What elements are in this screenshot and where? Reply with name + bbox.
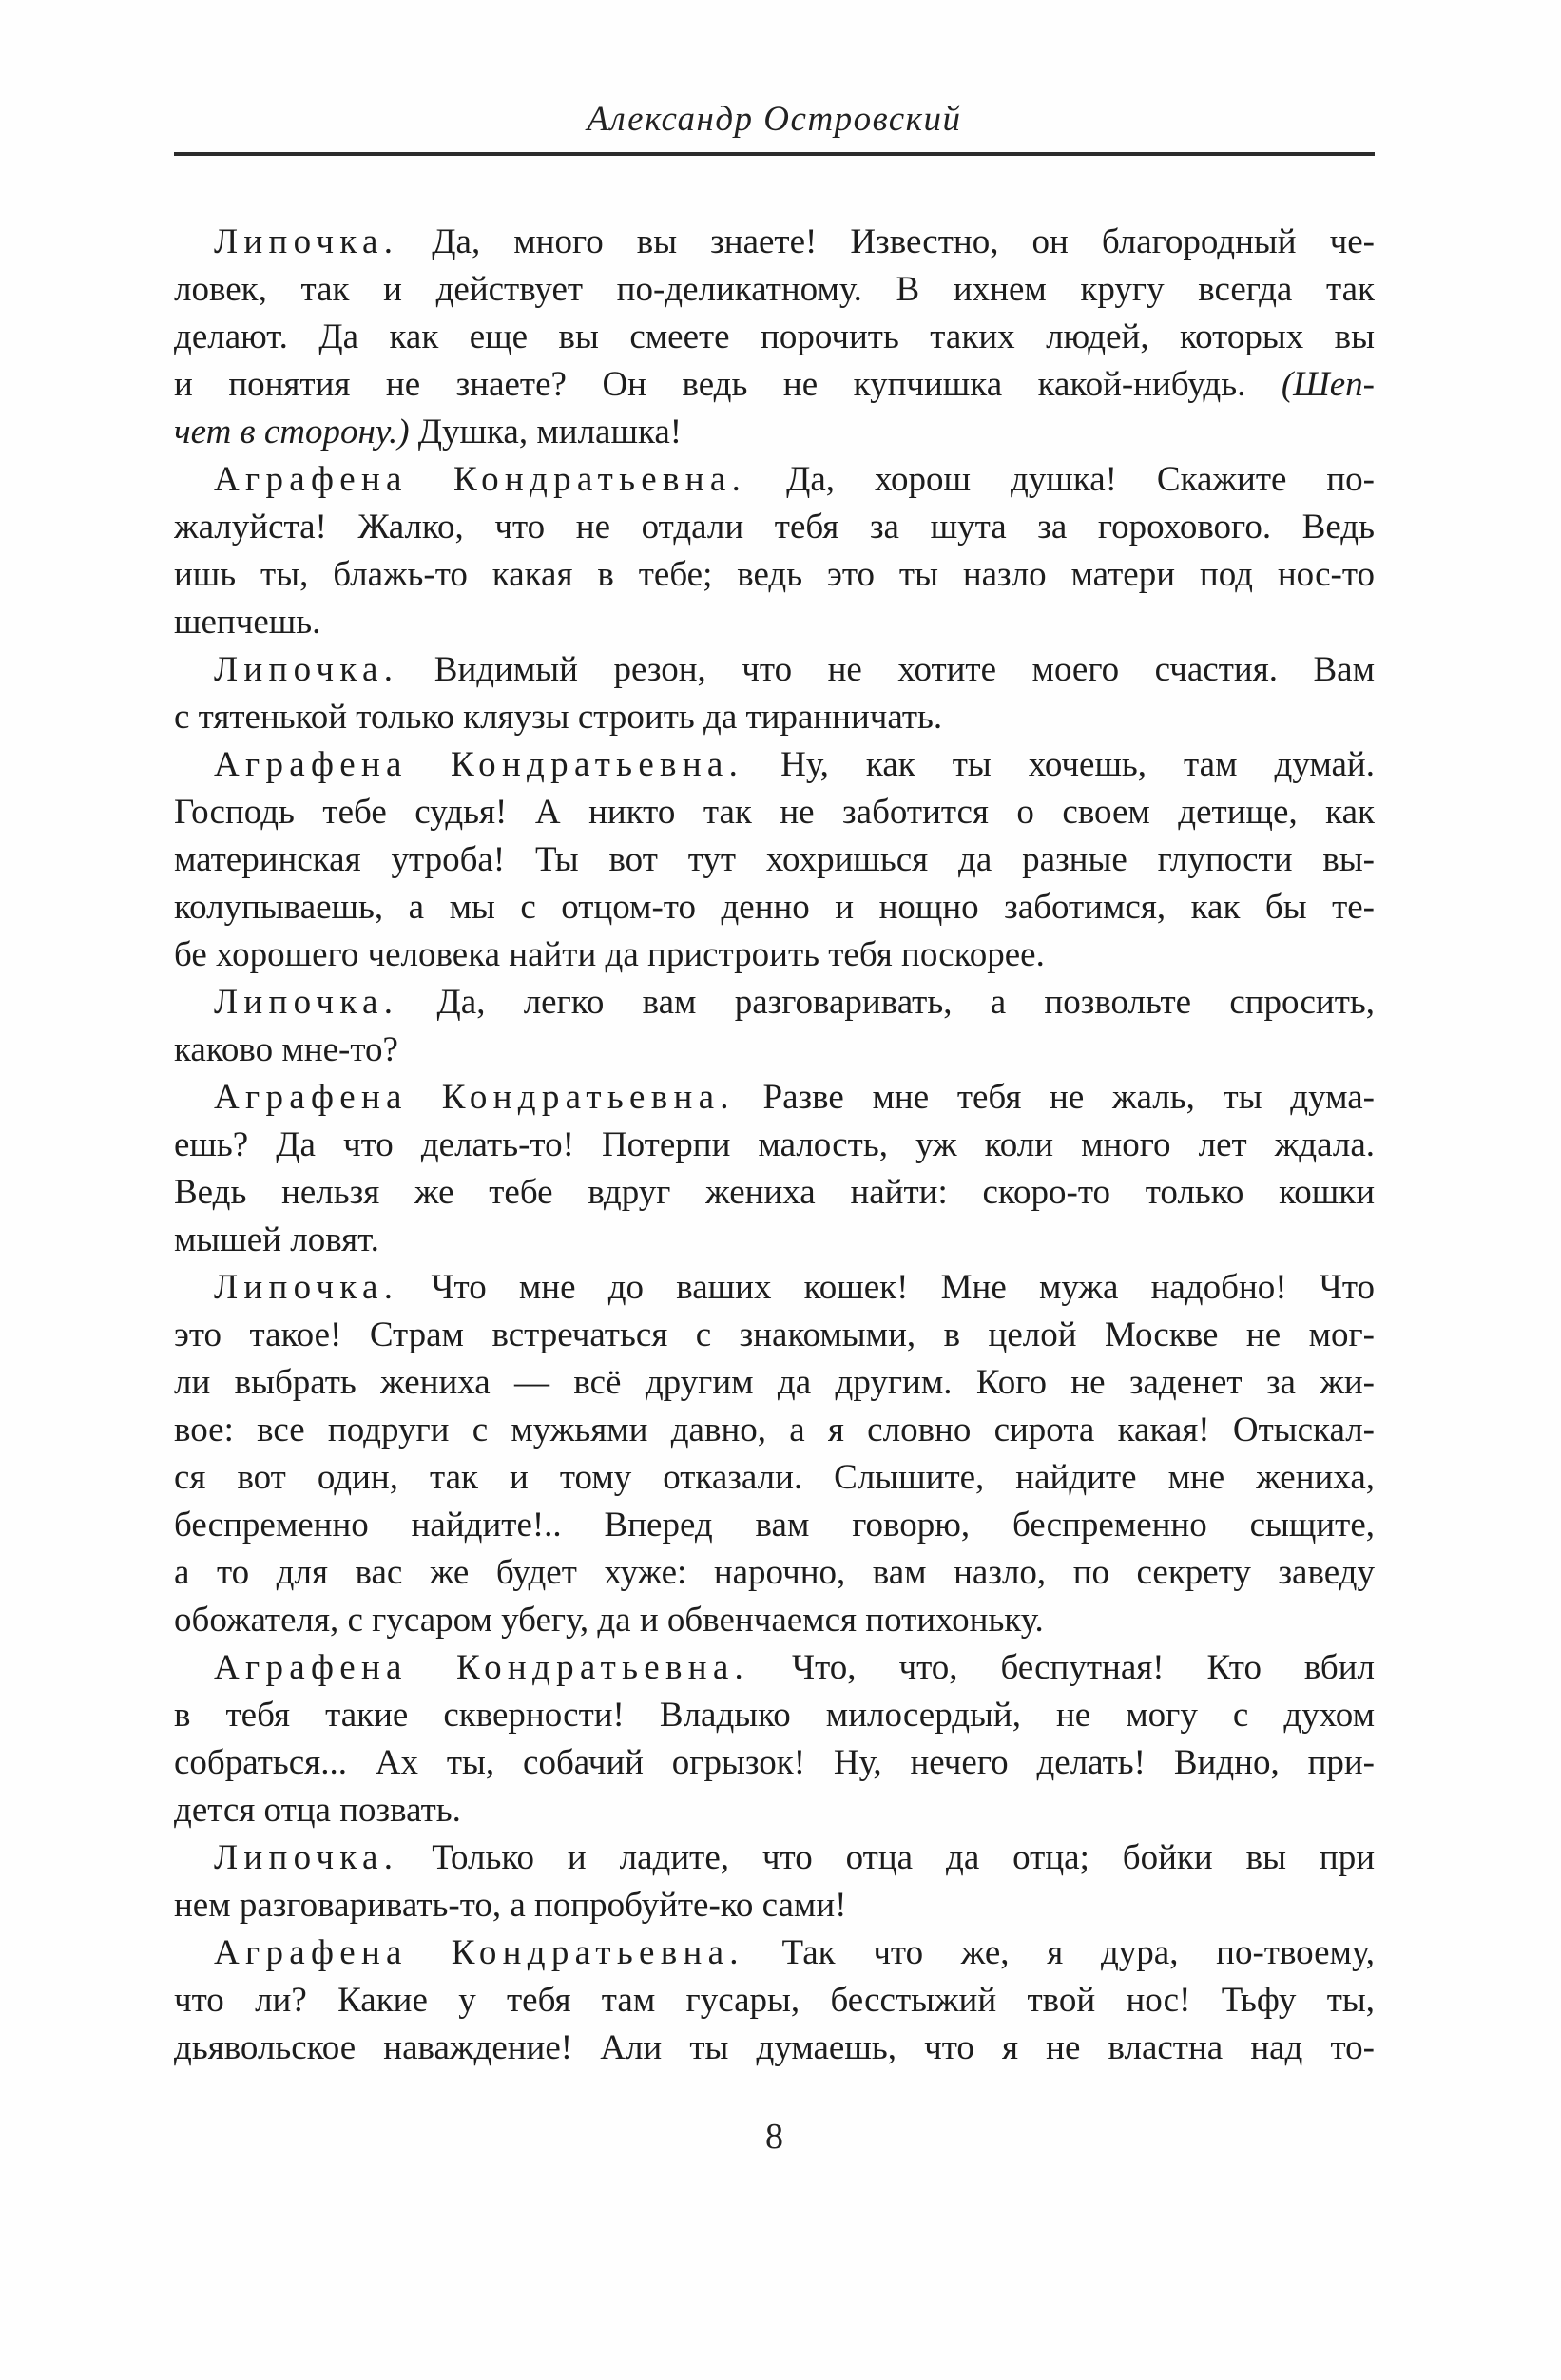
dialogue-text: Разве мне тебя не жаль, ты дума- (734, 1078, 1375, 1117)
paragraph (174, 1074, 1375, 1264)
speaker-name: Липочка. (214, 222, 399, 261)
dialogue-text: Ну, как ты хочешь, там думай. (743, 745, 1375, 784)
page-number: 8 (765, 2117, 783, 2157)
dialogue-text: каково мне-то? (174, 1030, 398, 1069)
dialogue-text: собраться... Ах ты, собачий огрызок! Ну, нечего делать! Видно, при- (174, 1743, 1375, 1782)
dialogue-text: материнская утроба! Ты вот тут хохришься да разные глупости вы- (174, 840, 1375, 879)
text-line (174, 1169, 1375, 1217)
speaker-name: Аграфена Кондратьевна. (214, 1648, 750, 1687)
text-line (174, 741, 1375, 789)
dialogue-text: Что, что, беспутная! Кто вбил (749, 1648, 1375, 1687)
dialogue-text: в тебя такие скверности! Владыко милосердый, не могу с духом (174, 1696, 1375, 1735)
text-line (174, 314, 1375, 361)
text-line (174, 1122, 1375, 1169)
text-line (174, 646, 1375, 694)
dialogue-text: ишь ты, блажь-то какая в тебе; ведь это ты назло матери под нос-то (174, 555, 1375, 594)
paragraph (174, 1644, 1375, 1834)
text-line (174, 1359, 1375, 1407)
text-line (174, 219, 1375, 266)
dialogue-text: Что мне до ваших кошек! Мне мужа надобно! Что (398, 1268, 1375, 1307)
text-line (174, 1312, 1375, 1359)
dialogue-text: и понятия не знаете? Он ведь не купчишка какой-нибудь. (174, 365, 1282, 404)
dialogue-text: жалуйста! Жалко, что не отдали тебя за шута за горохового. Ведь (174, 508, 1375, 547)
paragraph (174, 456, 1375, 646)
dialogue-text: вое: все подруги с мужьями давно, а я словно сирота какая! Отыскал- (174, 1411, 1375, 1449)
dialogue-text: Господь тебе судья! А никто так не заботится о своем детище, как (174, 793, 1375, 832)
text-line (174, 456, 1375, 504)
text-line (174, 266, 1375, 314)
dialogue-text: что ли? Какие у тебя там гусары, бесстыжий твой нос! Тьфу ты, (174, 1981, 1375, 2020)
speaker-name: Аграфена Кондратьевна. (214, 745, 744, 784)
dialogue-text: Так что же, я дура, по-твоему, (743, 1933, 1375, 1972)
text-line (174, 1882, 1375, 1929)
text-line (174, 361, 1375, 409)
text-line (174, 1644, 1375, 1692)
paragraph (174, 741, 1375, 979)
text-line (174, 694, 1375, 741)
text-line (174, 1834, 1375, 1882)
text-line (174, 2025, 1375, 2072)
dialogue-text: ловек, так и действует по-деликатному. В ихнем кругу всегда так (174, 270, 1375, 309)
speaker-name: Аграфена Кондратьевна. (214, 1933, 744, 1972)
dialogue-text: Да, много вы знаете! Известно, он благородный че- (398, 222, 1375, 261)
text-line (174, 884, 1375, 931)
speaker-name: Аграфена Кондратьевна. (214, 460, 747, 499)
dialogue-text: Ведь нельзя же тебе вдруг жениха найти: скоро-то только кошки (174, 1173, 1375, 1212)
text-line (174, 1597, 1375, 1644)
dialogue-text: обожателя, с гусаром убегу, да и обвенчаемся потихоньку. (174, 1601, 1044, 1640)
dialogue-text: а то для вас же будет хуже: нарочно, вам назло, по секрету заведу (174, 1553, 1375, 1592)
dialogue-text: делают. Да как еще вы смеете порочить таких людей, которых вы (174, 317, 1375, 356)
dialogue-text: Только и ладите, что отца да отца; бойки вы при (398, 1838, 1375, 1877)
text-line (174, 1454, 1375, 1502)
text-line (174, 1264, 1375, 1312)
running-header-author: Александр Островский (587, 100, 962, 139)
page-body-text (174, 219, 1375, 2072)
speaker-name: Липочка. (214, 1268, 399, 1307)
dialogue-text: это такое! Страм встречаться с знакомыми, в целой Москве не мог- (174, 1315, 1375, 1354)
text-line (174, 504, 1375, 551)
paragraph (174, 219, 1375, 456)
paragraph (174, 979, 1375, 1074)
paragraph (174, 1929, 1375, 2072)
dialogue-text: дется отца позвать. (174, 1791, 461, 1830)
text-line (174, 1977, 1375, 2025)
dialogue-text: мышей ловят. (174, 1220, 379, 1259)
dialogue-text: нем разговаривать-то, а попробуйте-ко сами! (174, 1886, 847, 1925)
dialogue-text: шепчешь. (174, 603, 321, 642)
text-line (174, 1407, 1375, 1454)
dialogue-text: с тятенькой только кляузы строить да тиранничать. (174, 698, 943, 737)
text-line (174, 1074, 1375, 1122)
text-line (174, 409, 1375, 456)
text-line (174, 1217, 1375, 1264)
dialogue-text: ся вот один, так и тому отказали. Слышите, найдите мне жениха, (174, 1458, 1375, 1497)
header-rule (174, 152, 1375, 156)
paragraph (174, 646, 1375, 741)
dialogue-text: Душка, милашка! (409, 413, 683, 451)
dialogue-text: колупываешь, а мы с отцом-то денно и нощно заботимся, как бы те- (174, 888, 1375, 927)
dialogue-text: ли выбрать жениха — всё другим да другим. Кого не заденет за жи- (174, 1363, 1375, 1402)
paragraph (174, 1264, 1375, 1644)
stage-direction: чет в сторону.) (174, 413, 410, 451)
dialogue-text: Да, легко вам разговаривать, а позвольте спросить, (398, 983, 1375, 1022)
stage-direction: (Шеп- (1281, 365, 1375, 404)
text-line (174, 1692, 1375, 1739)
text-line (174, 551, 1375, 599)
type-area (174, 0, 1375, 2158)
speaker-name: Липочка. (214, 1838, 399, 1877)
dialogue-text: ешь? Да что делать-то! Потерпи малость, уж коли много лет ждала. (174, 1125, 1375, 1164)
dialogue-text: беспременно найдите!.. Вперед вам говорю, беспременно сыщите, (174, 1506, 1375, 1545)
dialogue-text: бе хорошего человека найти да пристроить тебя поскорее. (174, 935, 1045, 974)
text-line (174, 1549, 1375, 1597)
dialogue-text: Видимый резон, что не хотите моего счастия. Вам (398, 650, 1375, 689)
text-line (174, 836, 1375, 884)
text-line (174, 599, 1375, 646)
speaker-name: Аграфена Кондратьевна. (214, 1078, 735, 1117)
text-line (174, 1787, 1375, 1834)
text-line (174, 979, 1375, 1027)
text-line (174, 1739, 1375, 1787)
text-line (174, 1929, 1375, 1977)
text-line (174, 789, 1375, 836)
text-line (174, 1027, 1375, 1074)
text-line (174, 1502, 1375, 1549)
text-line (174, 931, 1375, 979)
dialogue-text: Да, хорош душка! Скажите по- (746, 460, 1375, 499)
paragraph (174, 1834, 1375, 1929)
dialogue-text: дьявольское наваждение! Али ты думаешь, что я не властна над то- (174, 2028, 1375, 2067)
speaker-name: Липочка. (214, 650, 399, 689)
speaker-name: Липочка. (214, 983, 399, 1022)
